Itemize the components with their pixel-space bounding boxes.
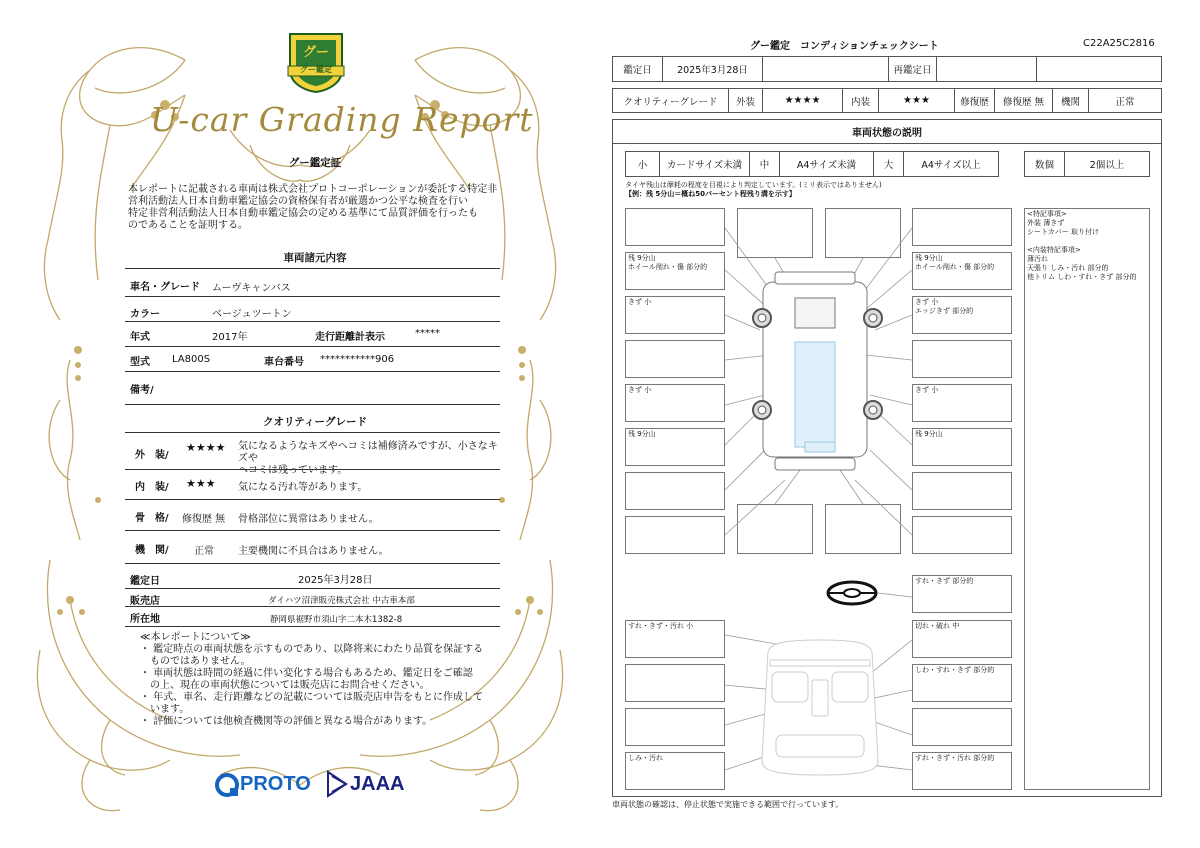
exterior-text: 気になるようなキズやヘコミは補修済みですが、小さなキズや ヘコミは残っています。	[238, 441, 498, 476]
sheet-title: グー鑑定 コンディションチェックシート	[750, 41, 939, 52]
int-note-box: しみ・汚れ	[625, 752, 725, 790]
interior-stars: ★★★	[879, 89, 955, 112]
int-note-box: 切れ・破れ 中	[912, 620, 1012, 658]
int-note-box: すれ・きず・汚れ 部分的	[912, 752, 1012, 790]
model-value: LA800S	[172, 354, 211, 365]
mileage-value: *****	[415, 328, 440, 339]
car-name-value: ムーヴキャンバス	[212, 283, 291, 294]
dealer-value: ダイハツ沼津販売株式会社 中古車本部	[268, 596, 415, 606]
interior-text: 気になる汚れ等があります。	[238, 482, 368, 493]
engine-value: 正常	[194, 546, 214, 557]
model-label: 型式	[130, 357, 150, 368]
car-interior-diagram	[600, 0, 1200, 848]
jaaa-logo-icon	[326, 770, 348, 798]
condition-check-sheet	[600, 0, 1200, 848]
ext-note-box: 残 9分山 ホイール削れ・傷 部分的	[625, 252, 725, 290]
int-note-box: しわ・すれ・きず 部分的	[912, 664, 1012, 702]
size-medium-desc: A4サイズ未満	[780, 152, 874, 176]
chassis-value: ***********906	[320, 354, 395, 365]
ext-note-box: 残 9分山 ホイール削れ・傷 部分的	[912, 252, 1012, 290]
frame-text: 骨格部位に異常はありません。	[238, 514, 379, 525]
engine-text: 主要機関に不具合はありません。	[238, 546, 389, 557]
divider	[125, 321, 500, 322]
ext-note-box: きず 小	[625, 384, 725, 422]
divider	[125, 588, 500, 589]
quality-title: クオリティーグレード	[263, 416, 367, 428]
tire-note-2: 【例：残 5分山＝概ね50パーセント程残り溝を示す】	[625, 190, 796, 198]
color-label: カラー	[130, 309, 160, 320]
count-desc: 2個以上	[1089, 160, 1125, 171]
int-note-box: すれ・きず・汚れ 小	[625, 620, 725, 658]
mileage-label: 走行距離計表示	[315, 332, 385, 343]
divider	[125, 469, 500, 470]
divider	[125, 296, 500, 297]
interior-stars: ★★★	[186, 477, 216, 490]
footer-note: 車両状態の確認は、停止状態で実施できる範囲で行っています。	[612, 800, 844, 809]
remarks-label: 備考/	[130, 385, 154, 396]
appraisal-date-label: 鑑定日	[130, 576, 160, 587]
address-value: 静岡県裾野市須山字二本木1382-8	[270, 615, 403, 625]
divider	[125, 268, 500, 269]
divider	[125, 530, 500, 531]
repair-value: 修復歴 無	[995, 89, 1053, 112]
condition-title: 車両状態の説明	[612, 119, 1162, 144]
divider	[125, 563, 500, 564]
address-label: 所在地	[130, 614, 160, 625]
exterior-label: 外 装/	[135, 450, 169, 461]
badge-top-text: グー	[302, 45, 329, 60]
year-label: 年式	[130, 332, 150, 343]
size-large-desc: A4サイズ以上	[921, 160, 981, 171]
dealer-label: 販売店	[130, 596, 160, 607]
certificate-title: グー鑑定証	[288, 157, 342, 169]
report-title-script: U-car Grading Report	[150, 100, 534, 139]
tire-note-1: タイヤ残山は摩耗の程度を目視により判定しています。(ミリ表示ではありません)	[625, 181, 882, 189]
ext-note-box: きず 小 エッジきず 部分的	[912, 296, 1012, 334]
int-note-box: すれ・きず 部分的	[912, 575, 1012, 613]
car-name-label: 車名・グレード	[130, 282, 200, 293]
ext-note-box: きず 小	[625, 296, 725, 334]
engine-label: 機 関/	[135, 545, 169, 556]
interior-label: 内装	[843, 89, 879, 112]
chassis-label: 車台番号	[264, 357, 304, 368]
divider	[125, 626, 500, 627]
color-value: ベージュツートン	[212, 309, 292, 320]
engine-label: 機関	[1053, 89, 1089, 112]
certificate-text: 本レポートに記載される車両は株式会社プロトコーポレーションが委託する特定非 営利活動法人日本自動車鑑定協会の資格保有者が厳選かつ公平な検査を行い 特定非営利活動法人日本自動車鑑定協会の定める基準にて品質評価を行ったも のであることを証明する。	[128, 184, 498, 231]
reappraisal-label: 再鑑定日	[889, 57, 937, 81]
repair-label: 修復歴	[955, 89, 995, 112]
year-value: 2017年	[212, 332, 248, 343]
size-large: 大	[874, 152, 904, 176]
divider	[125, 499, 500, 500]
ext-note-box: きず 小	[912, 384, 1012, 422]
engine-value: 正常	[1115, 96, 1135, 108]
divider	[125, 346, 500, 347]
size-medium: 中	[750, 152, 780, 176]
exterior-stars: ★★★★	[763, 89, 843, 112]
interior-label: 内 装/	[135, 482, 169, 493]
jaaa-logo-text: JAAA	[350, 773, 405, 795]
count-label: 数個	[1025, 152, 1065, 176]
divider	[125, 404, 500, 405]
ext-note-box: 残 9分山	[625, 428, 725, 466]
date-label: 鑑定日	[613, 57, 663, 81]
spec-title: 車両諸元内容	[283, 252, 347, 264]
exterior-label: 外装	[729, 89, 763, 112]
divider	[125, 371, 500, 372]
goo-kantei-badge	[286, 30, 346, 94]
special-notes-panel: <特記事項> 外装 薄きず シートカバー 取り付け <内装特記事項> 薄汚れ 天張り しみ・汚れ 部分的 他トリム しわ・すれ・きず 部分的	[1024, 208, 1150, 790]
sheet-code: C22A25C2816	[1083, 38, 1155, 49]
exterior-stars: ★★★★	[186, 441, 226, 454]
frame-value: 修復歴 無	[182, 514, 226, 525]
size-small-desc: カードサイズ未満	[660, 152, 750, 176]
badge-label: グー鑑定	[300, 65, 332, 74]
proto-logo-text: PROTO	[240, 773, 311, 795]
date-value: 2025年3月28日	[663, 57, 763, 81]
divider	[125, 606, 500, 607]
frame-label: 骨 格/	[135, 513, 169, 524]
proto-logo-icon	[214, 772, 240, 798]
size-small: 小	[626, 152, 660, 176]
ext-note-box: 残 9分山	[912, 428, 1012, 466]
divider	[125, 432, 500, 433]
quality-grade-label: クオリティーグレード	[613, 89, 729, 112]
appraisal-date-value: 2025年3月28日	[298, 575, 373, 586]
report-notes: ≪本レポートについて≫ ・ 鑑定時点の車両状態を示すものであり、以降将来にわたり品質を保証する ものではありません。 ・ 車両状態は時間の経過に伴い変化する場合もあるため、鑑定日をご確認 の上、現在の車両状態については販売店にお問合せください。 ・ 年式、車名、走行距離などの記載については販売店申告をもとに作成して います。 ・ 評価については他検査機関等の評価と異なる場合があります。	[140, 632, 484, 727]
